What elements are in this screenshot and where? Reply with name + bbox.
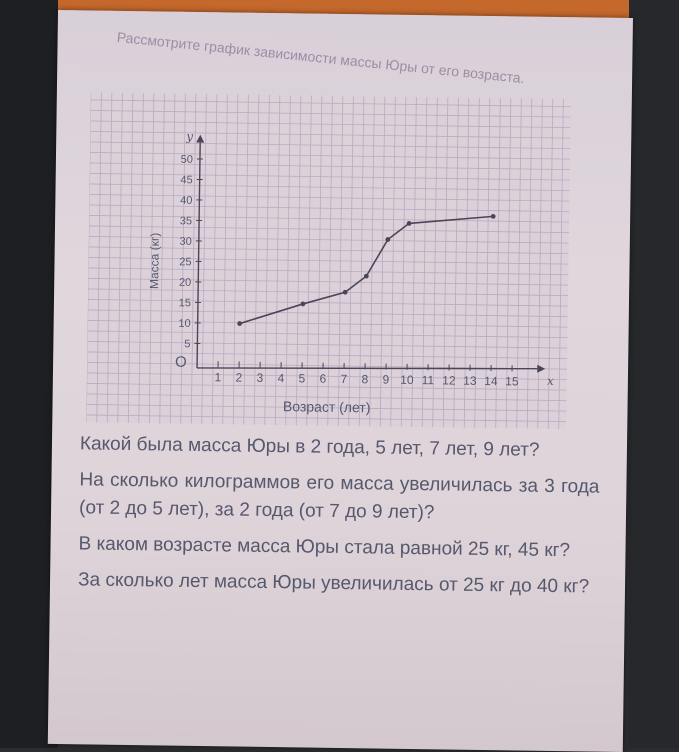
questions-list (78, 430, 600, 609)
y-axis-letter: y (185, 129, 193, 143)
mass-age-graph (86, 92, 571, 429)
y-tick-label: 50 (181, 154, 193, 166)
x-tick-label: 6 (319, 372, 326, 386)
y-tick-label: 15 (179, 297, 191, 309)
x-tick-label: 2 (235, 371, 242, 385)
x-tick-label: 14 (484, 374, 498, 388)
x-tick-label: 7 (340, 372, 347, 386)
x-tick-label: 10 (400, 373, 414, 387)
question-2: На сколько килограммов его масса увеличилась за 3 года (от 2 до 5 лет), за 2 года (от 7 до 9 лет)? (79, 466, 600, 529)
y-tick-label: 40 (180, 195, 192, 207)
question-3: В каком возрасте масса Юры стала равной 25 кг, 45 кг? (78, 530, 598, 565)
x-axis-caption: Возраст (лет) (283, 398, 371, 415)
x-tick-label: 11 (422, 373, 435, 387)
y-axis-label: Масса (кг) (147, 233, 162, 290)
question-4: За сколько лет масса Юры увеличилась от 25 кг до 40 кг? (78, 566, 598, 601)
x-tick-label: 1 (214, 370, 221, 384)
y-tick-label: 35 (180, 215, 192, 227)
question-1: Какой была масса Юры в 2 года, 5 лет, 7 лет, 9 лет? (80, 430, 600, 465)
x-tick-label: 15 (505, 374, 519, 388)
y-tick-label: 30 (179, 236, 191, 248)
textbook-page (48, 10, 633, 752)
x-tick-label: 5 (298, 371, 305, 385)
y-tick-label: 10 (178, 318, 190, 330)
y-tick-label: 25 (179, 256, 191, 268)
x-tick-label: 3 (256, 371, 263, 385)
background-right (629, 0, 679, 748)
x-tick-label: 13 (463, 374, 477, 388)
x-tick-label: 8 (361, 372, 368, 386)
task-header: Рассмотрите график зависимости массы Юры от его возраста. (116, 29, 575, 92)
y-tick-label: 5 (184, 338, 190, 350)
x-tick-label: 9 (382, 373, 389, 387)
x-tick-label: 4 (277, 371, 284, 385)
origin-label: O (175, 354, 187, 371)
y-tick-label: 45 (180, 174, 192, 186)
x-axis-letter: x (547, 374, 554, 388)
y-tick-label: 20 (179, 277, 191, 289)
x-tick-label: 12 (442, 373, 456, 387)
